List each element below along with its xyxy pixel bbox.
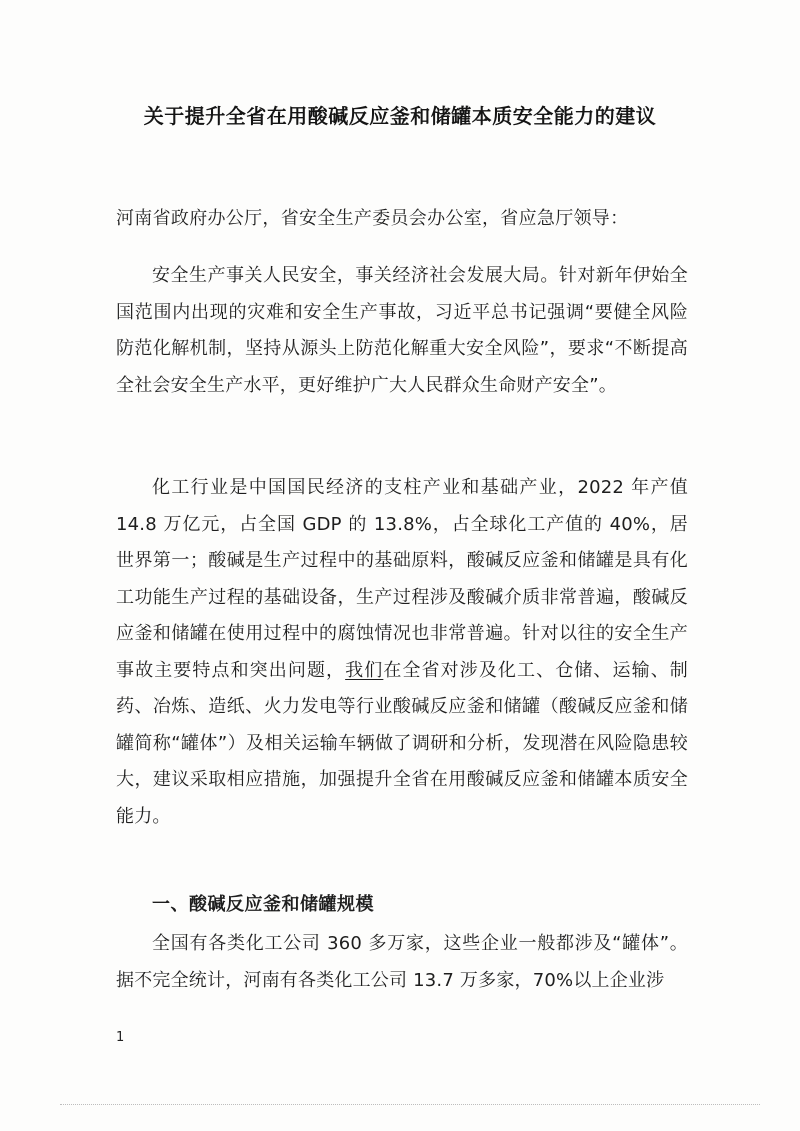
- document-title: 关于提升全省在用酸碱反应釜和储罐本质安全能力的建议: [143, 104, 657, 128]
- paragraph-industry-text-after: 在全省对涉及化工、仓储、运输、制药、冶炼、造纸、火力发电等行业酸碱反应釜和储罐（酸碱反应釜和储罐简称“罐体”）及相关运输车辆做了调研和分析，发现潜在风险隐患较大，建议采取相应措施，加强提升全省在用酸碱反应釜和储罐本质安全能力。: [116, 659, 688, 827]
- section-heading-scale: 一、酸碱反应釜和储罐规模: [152, 894, 374, 915]
- paragraph-industry-text-before: 化工行业是中国国民经济的支柱产业和基础产业，2022 年产值 14.8 万亿元，占全国 GDP 的 13.8%，占全球化工产值的 40%，居世界第一；酸碱是生产过程中的基础原料，酸碱反应釜和储罐是具有化工功能生产过程的基础设备，生产过程涉及酸碱介质非常普遍，酸碱反应釜和储罐在使用过程中的腐蚀情况也非常普遍。针对以往的安全生产事故主要特点和突出问题，: [116, 477, 688, 681]
- paragraph-scale: 全国有各类化工公司 360 多万家，这些企业一般都涉及“罐体”。据不完全统计，河南有各类化工公司 13.7 万多家，70%以上企业涉: [116, 933, 688, 991]
- bottom-divider: [60, 1104, 760, 1105]
- page-number: 1: [116, 1030, 125, 1045]
- paragraph-industry: [116, 470, 688, 835]
- salutation: 河南省政府办公厅，省安全生产委员会办公室，省应急厅领导：: [116, 208, 629, 229]
- underlined-we: 我们: [345, 659, 384, 681]
- paragraph-intro: 安全生产事关人民安全，事关经济社会发展大局。针对新年伊始全国范围内出现的灾难和安全生产事故，习近平总书记强调“要健全风险防范化解机制，坚持从源头上防范化解重大安全风险”，要求“不断提高全社会安全生产水平，更好维护广大人民群众生命财产安全”。: [116, 265, 688, 396]
